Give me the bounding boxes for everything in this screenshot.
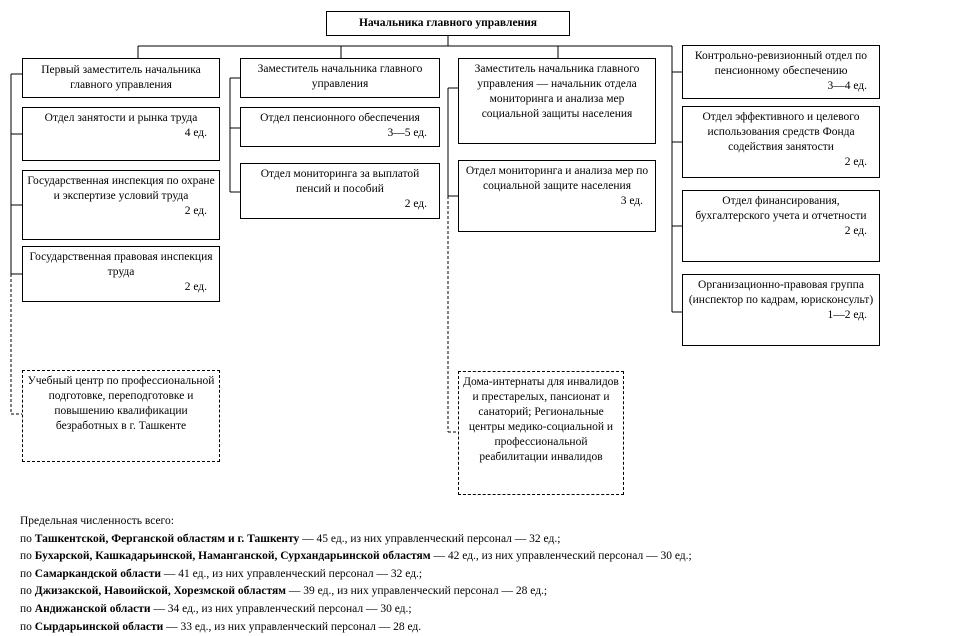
staff-limit-row <box>20 619 692 636</box>
row-prefix: по <box>20 550 35 563</box>
first-deputy-title: Первый заместитель начальника главного управления <box>41 64 201 91</box>
employment-dept-title: Отдел занятости и рынка труда <box>44 112 198 124</box>
row-numbers: — 34 ед., из них управленческий персонал — 30 ед.; <box>150 602 412 615</box>
row-regions: Сырдарьинской области <box>34 620 164 633</box>
fund-efficiency-dept-box <box>682 106 880 178</box>
staff-limit-row <box>20 531 692 549</box>
pension-dept-box <box>240 107 440 147</box>
social-monitoring-dept-count: 3 ед. <box>620 195 643 207</box>
staff-limits-note <box>20 513 692 636</box>
social-monitoring-dept-title: Отдел мониторинга и анализа мер по социальной защите населения <box>465 165 649 192</box>
audit-dept-title: Контрольно-ревизионный отдел по пенсионному обеспечению <box>694 50 868 77</box>
audit-dept-count: 3—4 ед. <box>827 80 867 92</box>
legal-group-box <box>682 274 880 346</box>
row-regions: Самаркандской области <box>34 567 162 580</box>
pension-dept-title: Отдел пенсионного обеспечения <box>260 112 420 124</box>
staff-limits-intro: Предельная численность всего: <box>20 515 174 527</box>
audit-dept-box <box>682 45 880 99</box>
pension-monitoring-dept-title: Отдел мониторинга за выплатой пенсий и пособий <box>260 168 420 195</box>
deputy-title: Заместитель начальника главного управления <box>257 63 423 90</box>
labor-safety-inspection-count: 2 ед. <box>184 205 207 217</box>
employment-dept-count: 4 ед. <box>184 127 207 139</box>
employment-dept-box <box>22 107 220 161</box>
row-numbers: — 45 ед., из них управленческий персонал — 32 ед.; <box>299 532 561 545</box>
staff-limit-row <box>20 601 692 619</box>
row-prefix: по <box>20 602 35 615</box>
staff-limit-row <box>20 548 692 566</box>
first-deputy-box <box>22 58 220 98</box>
boarding-homes-title: Дома-интернаты для инвалидов и престарелых, пансионат и санаторий; Региональные центры медико-социальной и профессиональной реабилитации инвалидов <box>463 376 619 463</box>
row-numbers: — 41 ед., из них управленческий персонал — 32 ед.; <box>161 567 423 580</box>
staff-limit-row <box>20 566 692 584</box>
pension-monitoring-dept-count: 2 ед. <box>404 198 427 210</box>
row-prefix: по <box>20 567 35 580</box>
social-monitoring-dept-box <box>458 160 656 232</box>
boarding-homes-box <box>458 371 624 495</box>
pension-dept-count: 3—5 ед. <box>387 127 427 139</box>
row-prefix: по <box>20 585 35 598</box>
legal-group-title: Организационно-правовая группа (инспектор по кадрам, юрисконсульт) <box>688 279 874 306</box>
labor-legal-inspection-box <box>22 246 220 302</box>
deputy-social-box <box>458 58 656 144</box>
labor-legal-inspection-title: Государственная правовая инспекция труда <box>29 251 213 278</box>
head-box <box>326 11 570 36</box>
finance-accounting-dept-title: Отдел финансирования, бухгалтерского учета и отчетности <box>695 195 867 222</box>
row-regions: Бухарской, Кашкадарьинской, Наманганской, Сурхандарьинской областям <box>34 550 431 563</box>
row-numbers: — 33 ед., из них управленческий персонал — 28 ед. <box>163 620 422 633</box>
row-prefix: по <box>20 532 35 545</box>
fund-efficiency-dept-count: 2 ед. <box>844 156 867 168</box>
labor-safety-inspection-box <box>22 170 220 240</box>
staff-limit-row <box>20 583 692 601</box>
finance-accounting-dept-count: 2 ед. <box>844 225 867 237</box>
row-regions: Андижанской области <box>34 602 151 615</box>
finance-accounting-dept-box <box>682 190 880 262</box>
training-center-box <box>22 370 220 462</box>
head-title: Начальника главного управления <box>358 17 538 29</box>
training-center-title: Учебный центр по профессиональной подготовке, переподготовке и повышению квалификации безработных в г. Ташкенте <box>27 375 215 432</box>
row-regions: Ташкентской, Ферганской областям и г. Ташкенту <box>34 532 300 545</box>
deputy-social-title: Заместитель начальника главного управления — начальник отдела мониторинга и анализа мер социальной защиты населения <box>474 63 640 120</box>
fund-efficiency-dept-title: Отдел эффективного и целевого использования средств Фонда содействия занятости <box>702 111 860 153</box>
pension-monitoring-dept-box <box>240 163 440 219</box>
row-numbers: — 39 ед., из них управленческий персонал — 28 ед.; <box>286 585 548 598</box>
labor-legal-inspection-count: 2 ед. <box>184 281 207 293</box>
legal-group-count: 1—2 ед. <box>827 309 867 321</box>
labor-safety-inspection-title: Государственная инспекция по охране и экспертизе условий труда <box>27 175 215 202</box>
deputy-box <box>240 58 440 98</box>
row-regions: Джизакской, Навоийской, Хорезмской областям <box>34 585 287 598</box>
row-numbers: — 42 ед., из них управленческий персонал — 30 ед.; <box>430 550 692 563</box>
row-prefix: по <box>20 620 35 633</box>
